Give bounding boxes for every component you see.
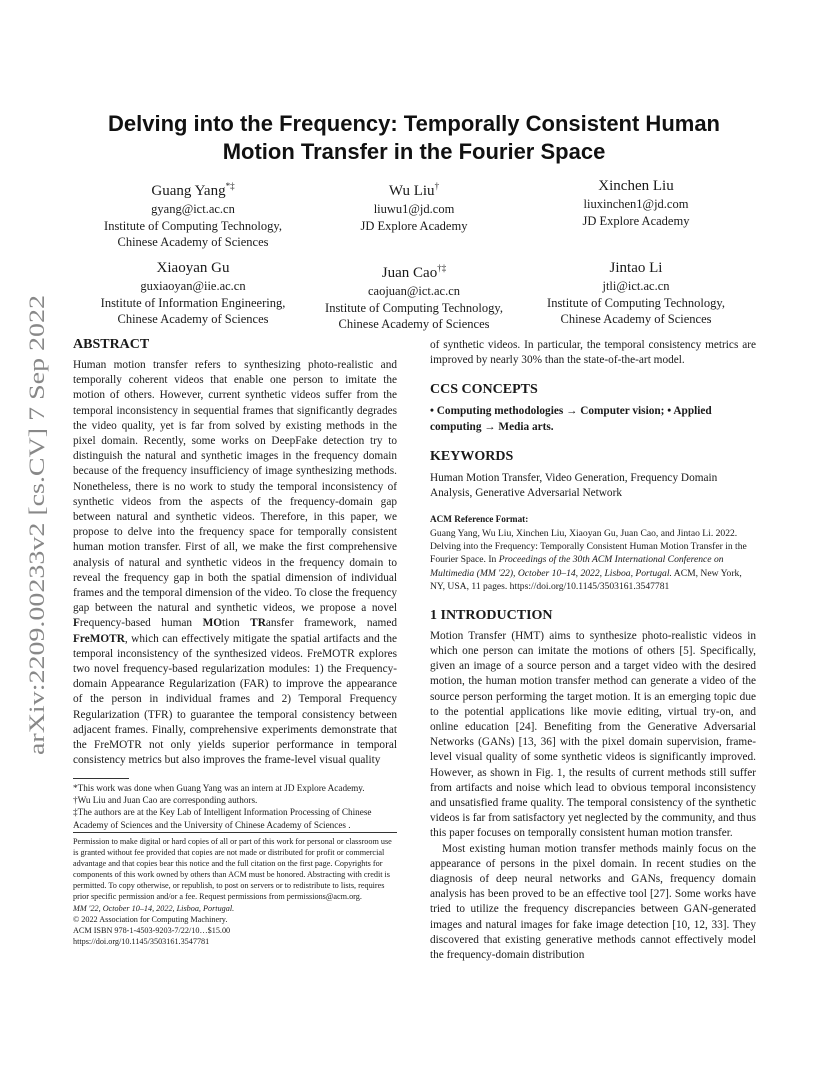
author-affiliation: Institute of Information Engineering, [100, 295, 286, 310]
author-name: Guang Yang [151, 183, 226, 199]
right-column [430, 338, 756, 963]
author-affiliation: JD Explore Academy [582, 213, 690, 228]
author-block [299, 258, 529, 333]
author-email: gyang@ict.ac.cn [151, 202, 235, 216]
author-email: guxiaoyan@iie.ac.cn [140, 279, 246, 293]
footnote: †Wu Liu and Juan Cao are corresponding authors. [73, 795, 258, 806]
footnote: *This work was done when Guang Yang was an intern at JD Explore Academy. [73, 783, 365, 793]
introduction-heading: 1 INTRODUCTION [430, 607, 553, 623]
author-email: jtli@ict.ac.cn [602, 279, 670, 293]
isbn: ACM ISBN 978-1-4503-9203-7/22/10…$15.00 [73, 925, 231, 935]
author-email: caojuan@ict.ac.cn [367, 284, 461, 298]
title-line-1: Delving into the Frequency: Temporally Consistent Human [107, 111, 720, 136]
author-block [78, 176, 308, 251]
intro-paragraph-2: Most existing human motion transfer methods mainly focus on the appearance of persons in the pixel domain. In recent studies on the diagnosis of deep neural networks and GANs, frequency domain analysis has been proved to be an effective tool [27]. Some works have tried to utilize the frequency discrepancies between GAN-generated images and natural images for fake image detection [10, 12, 33]. They discovered that existing generative methods cannot effectively model the frequency-domain distribution [430, 842, 756, 961]
arxiv-stamp [14, 290, 54, 760]
author-affiliation: Institute of Computing Technology, [104, 218, 282, 233]
author-name: Xiaoyan Gu [156, 260, 230, 276]
footnote-rule [73, 778, 129, 779]
left-column [73, 336, 397, 768]
author-name: Wu Liu [388, 183, 435, 199]
paper-title [60, 110, 768, 166]
venue-short: MM '22, October 10–14, 2022, Lisboa, Portugal. [73, 903, 235, 913]
ccs-text: • Computing methodologies → Computer vision; • Applied computing → Media arts. [430, 405, 712, 433]
keywords-text: Human Motion Transfer, Video Generation, Frequency Domain Analysis, Generative Adversarial Network [430, 471, 718, 500]
intro-paragraph-1: Motion Transfer (HMT) aims to synthesize photo-realistic videos in which one person can imitate the motions of others [5]. Specifically, given an image of a source person and a target video with the desired motion, the human motion transfer method can generate a video of the source person performing the target motion. It is an emerging topic due to the potential applications like movie editing, virtual try-on, and online education [24]. Benefiting from the Generative Adversarial Networks (GANs) [13, 36] with the pixel domain supervision, frame-level visual quality of some synthetic videos is significantly improved. However, as shown in Fig. 1, the results of current methods still suffer from artifacts and noise which lead to obvious temporal inconsistency and unsatisfied frame quality. The temporal consistency of the synthetic videos is far from satisfactory yet neglected by the community, and thus this paper focuses on temporally consistent human motion transfer. [430, 629, 756, 840]
abstract-heading: ABSTRACT [73, 337, 150, 352]
author-block [521, 258, 751, 328]
acm-ref-heading: ACM Reference Format: [430, 514, 529, 525]
author-name: Xinchen Liu [598, 178, 674, 194]
author-name: Juan Cao [381, 265, 438, 281]
footnotes [73, 782, 397, 831]
abstract-text: Human motion transfer refers to synthesizing photo-realistic and temporally coherent videos that enable one person to imitate the motion of others. However, current synthetic videos suffer from the temporal inconsistency in sequential frames that significantly degrades the video quality, yet is far from solved by existing methods in the pixel domain. Recently, some works on DeepFake detection try to distinguish the natural and synthetic images in the frequency domain because of the frequency insufficiency of image synthesizing methods. Nonetheless, there is no work to study the temporal inconsistency of synthetic videos from the aspects of the frequency-domain gap between natural and synthetic videos. Therefore, in this paper, we propose to delve into the frequency space for temporally consistent human motion transfer. First of all, we make the first comprehensive analysis of natural and synthetic videos in the frequency domain to reveal the frequency gap in both the spatial dimension of individual frames and the temporal dimension of the video. To close the frequency gap between the natural and synthetic videos, we propose a novel Frequency-based human MOtion TRansfer framework, named FreMOTR, which can effectively mitigate the spatial artifacts and the temporal inconsistency of the synthesized videos. FreMOTR explores two novel frequency-based regularization modules: 1) the Frequency-domain Appearance Regularization (FAR) to improve the appearance of the person in individual frames and 2) Temporal Frequency Regularization (TFR) to guarantee the temporal consistency between adjacent frames. Finally, comprehensive experiments demonstrate that the FreMOTR not only yields superior performance in temporal consistency metrics but also improves the frame-level visual quality [73, 359, 397, 767]
author-block [521, 176, 751, 229]
author-mark: *‡ [225, 181, 235, 191]
author-mark: † [434, 181, 440, 191]
permission-block [73, 836, 397, 947]
author-affiliation: Institute of Computing Technology, [325, 300, 503, 315]
author-affiliation: Chinese Academy of Sciences [117, 235, 269, 249]
author-affiliation: Institute of Computing Technology, [547, 295, 725, 310]
acm-ref-text: Guang Yang, Wu Liu, Xinchen Liu, Xiaoyan Gu, Juan Cao, and Jintao Li. 2022. Delving into the Frequency: Temporally Consistent Human Motion Transfer in the Fourier Space. In Proceedings of the 30th ACM International Conference on Multimedia (MM '22), October 10–14, 2022, Lisboa, Portugal. ACM, New York, NY, USA, 11 pages. https://doi.org/10.1145/3503161.3547781 [430, 528, 747, 592]
abstract-continuation: of synthetic videos. In particular, the temporal consistency metrics are improved by nearly 30% than the state-of-the-art model. [430, 339, 756, 367]
author-name: Jintao Li [609, 260, 663, 276]
author-affiliation: Chinese Academy of Sciences [338, 317, 490, 331]
arxiv-stamp-text: arXiv:2209.00233v2 [cs.CV] 7 Sep 2022 [24, 385, 49, 755]
footnote: ‡The authors are at the Key Lab of Intelligent Information Processing of Chinese Academy of Sciences and the University of Chinese Academy of Sciences . [73, 807, 372, 830]
title-line-2: Motion Transfer in the Fourier Space [222, 139, 606, 164]
author-affiliation: Chinese Academy of Sciences [117, 312, 269, 326]
author-block [299, 176, 529, 234]
author-email: liuwu1@jd.com [373, 202, 455, 216]
doi-link[interactable]: https://doi.org/10.1145/3503161.3547781 [73, 936, 210, 946]
author-mark: †‡ [437, 263, 447, 273]
ccs-heading: CCS CONCEPTS [430, 382, 538, 398]
copyright: © 2022 Association for Computing Machinery. [73, 914, 228, 924]
author-email: liuxinchen1@jd.com [583, 197, 689, 211]
author-affiliation: JD Explore Academy [360, 218, 468, 233]
author-affiliation: Chinese Academy of Sciences [560, 312, 712, 326]
permission-text: Permission to make digital or hard copies of all or part of this work for personal or classroom use is granted without fee provided that copies are not made or distributed for profit or commercial advantage and that copies bear this notice and the full citation on the first page. Copyrights for components of this work owned by others than ACM must be honored. Abstracting with credit is permitted. To copy otherwise, or republish, to post on servers or to redistribute to lists, requires prior specific permission and/or a fee. Request permissions from permissions@acm.org. [73, 837, 392, 902]
author-block [78, 258, 308, 328]
keywords-heading: KEYWORDS [430, 448, 514, 464]
permission-rule [73, 832, 397, 833]
